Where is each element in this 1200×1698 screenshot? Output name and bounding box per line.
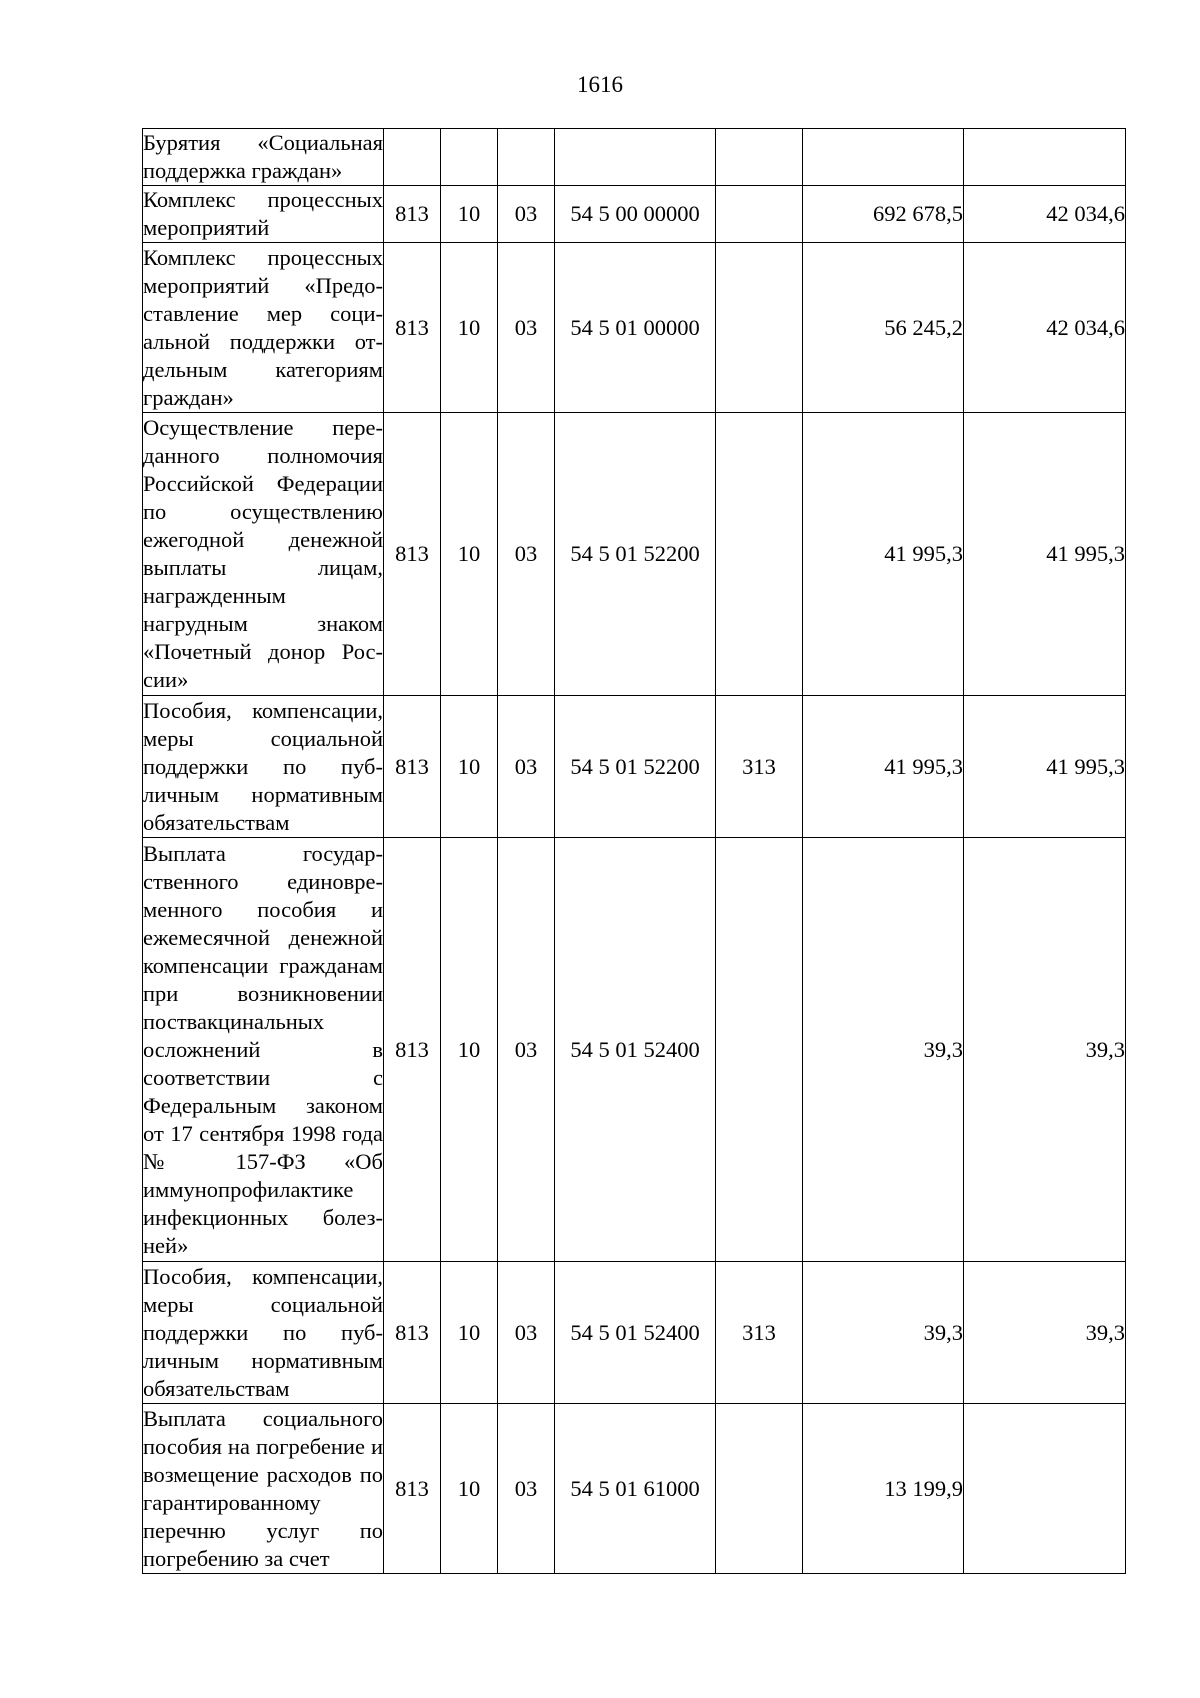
cell-amount-total: 41 995,3 (803, 413, 964, 696)
cell-target-article: 54 5 01 52200 (555, 696, 716, 838)
cell-target-article: 54 5 01 52200 (555, 413, 716, 696)
cell-section: 10 (441, 186, 498, 243)
cell-amount-total: 39,3 (803, 1262, 964, 1404)
cell-name: Комплекс процессных мероприятий (143, 186, 384, 243)
cell-amount-federal (964, 129, 1126, 186)
cell-ministry (384, 129, 441, 186)
cell-expense-type: 313 (716, 1262, 803, 1404)
cell-subsection: 03 (498, 838, 555, 1262)
cell-ministry: 813 (384, 1404, 441, 1574)
table-row (143, 413, 1126, 696)
cell-target-article: 54 5 01 52400 (555, 1262, 716, 1404)
cell-section: 10 (441, 413, 498, 696)
cell-subsection: 03 (498, 186, 555, 243)
cell-target-article: 54 5 01 00000 (555, 243, 716, 413)
cell-subsection: 03 (498, 696, 555, 838)
cell-ministry: 813 (384, 838, 441, 1262)
cell-ministry: 813 (384, 413, 441, 696)
cell-ministry: 813 (384, 186, 441, 243)
page-number: 1616 (577, 72, 623, 97)
cell-amount-federal: 41 995,3 (964, 696, 1126, 838)
cell-subsection: 03 (498, 413, 555, 696)
cell-ministry: 813 (384, 243, 441, 413)
cell-ministry: 813 (384, 696, 441, 838)
cell-section (441, 129, 498, 186)
cell-expense-type: 313 (716, 696, 803, 838)
table-row (143, 838, 1126, 1262)
cell-amount-federal: 42 034,6 (964, 243, 1126, 413)
cell-target-article: 54 5 01 61000 (555, 1404, 716, 1574)
table-row (143, 243, 1126, 413)
cell-name: Пособия, компенсации, меры социальной поддержки по публичным нормативным обязательствам (143, 1262, 384, 1404)
cell-name: Пособия, компенсации, меры социальной поддержки по публичным нормативным обязательствам (143, 696, 384, 838)
cell-name: Выплата государственного единовременного пособия и ежемесячной денежной компенсации гражданам при возникновении поствакцинальных осложнений в соответствии с Федеральным законом от 17 сентября 1998 года № 157-ФЗ «Об иммунопрофилактике инфекционных болезней» (143, 838, 384, 1262)
cell-expense-type (716, 413, 803, 696)
cell-expense-type (716, 838, 803, 1262)
table-row (143, 1404, 1126, 1574)
cell-amount-total: 39,3 (803, 838, 964, 1262)
cell-name: Комплекс процессных мероприятий «Предоставление мер социальной поддержки отдельным категориям граждан» (143, 243, 384, 413)
cell-amount-total: 692 678,5 (803, 186, 964, 243)
cell-ministry: 813 (384, 1262, 441, 1404)
cell-name: Выплата социального пособия на погребение и возмещение расходов по гарантированному перечню услуг по погребению за счет (143, 1404, 384, 1574)
cell-target-article: 54 5 00 00000 (555, 186, 716, 243)
cell-amount-total: 56 245,2 (803, 243, 964, 413)
cell-subsection (498, 129, 555, 186)
cell-amount-federal: 39,3 (964, 1262, 1126, 1404)
table-row (143, 696, 1126, 838)
table-row (143, 129, 1126, 186)
cell-amount-federal (964, 1404, 1126, 1574)
cell-expense-type (716, 1404, 803, 1574)
budget-table (142, 128, 1126, 1574)
cell-name: Осуществление переданного полномочия Российской Федерации по осуществлению ежегодной денежной выплаты лицам, награжденным нагрудным знаком «Почетный донор России» (143, 413, 384, 696)
cell-subsection: 03 (498, 1404, 555, 1574)
cell-section: 10 (441, 1404, 498, 1574)
cell-section: 10 (441, 696, 498, 838)
cell-name: Бурятия «Социальная поддержка граждан» (143, 129, 384, 186)
cell-expense-type (716, 186, 803, 243)
cell-expense-type (716, 243, 803, 413)
table-row (143, 1262, 1126, 1404)
cell-amount-total: 41 995,3 (803, 696, 964, 838)
cell-amount-federal: 42 034,6 (964, 186, 1126, 243)
cell-section: 10 (441, 1262, 498, 1404)
cell-target-article: 54 5 01 52400 (555, 838, 716, 1262)
cell-subsection: 03 (498, 243, 555, 413)
cell-amount-federal: 41 995,3 (964, 413, 1126, 696)
cell-section: 10 (441, 243, 498, 413)
cell-target-article (555, 129, 716, 186)
cell-subsection: 03 (498, 1262, 555, 1404)
cell-amount-total: 13 199,9 (803, 1404, 964, 1574)
cell-section: 10 (441, 838, 498, 1262)
cell-expense-type (716, 129, 803, 186)
cell-amount-total (803, 129, 964, 186)
cell-amount-federal: 39,3 (964, 838, 1126, 1262)
table-row (143, 186, 1126, 243)
